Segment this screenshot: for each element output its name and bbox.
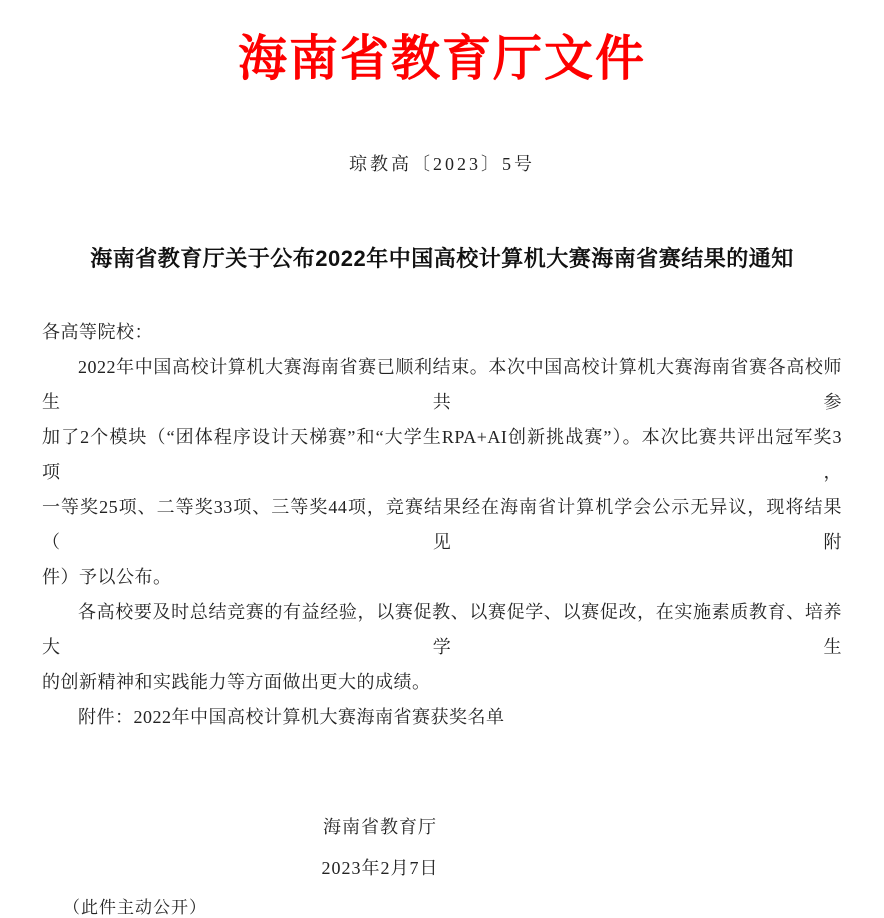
salutation: 各高等院校：	[42, 321, 153, 342]
issuing-authority: 海南省教育厅	[323, 816, 437, 837]
body-line-2: 加了2个模块（“团体程序设计天梯赛”和“大学生RPA+AI创新挑战赛”）。本次比赛共评出冠军奖3项，	[42, 426, 842, 482]
attachment-line: 附件：2022年中国高校计算机大赛海南省赛获奖名单	[78, 706, 505, 727]
signature-block	[0, 813, 822, 880]
document-number: 琼教高〔2023〕5号	[349, 153, 535, 174]
red-letterhead-title: 海南省教育厅文件	[237, 32, 646, 86]
body-line-1: 2022年中国高校计算机大赛海南省赛已顺利结束。本次中国高校计算机大赛海南省赛各高校师生共参	[42, 356, 842, 412]
notice-title: 海南省教育厅关于公布2022年中国高校计算机大赛海南省赛结果的通知	[90, 245, 794, 271]
body-line-4: 件）予以公布。	[42, 566, 172, 587]
notice-body	[42, 315, 842, 735]
body-line-3: 一等奖25项、二等奖33项、三等奖44项，竞赛结果经在海南省计算机学会公示无异议，现将结果（见附	[42, 496, 842, 552]
issue-date: 2023年2月7日	[321, 857, 439, 878]
body-line-6: 的创新精神和实践能力等方面做出更大的成绩。	[42, 671, 431, 692]
disclosure-note: （此件主动公开）	[63, 897, 207, 917]
body-line-5: 各高校要及时总结竞赛的有益经验，以赛促教、以赛促学、以赛促改，在实施素质教育、培养大学生	[42, 601, 842, 657]
